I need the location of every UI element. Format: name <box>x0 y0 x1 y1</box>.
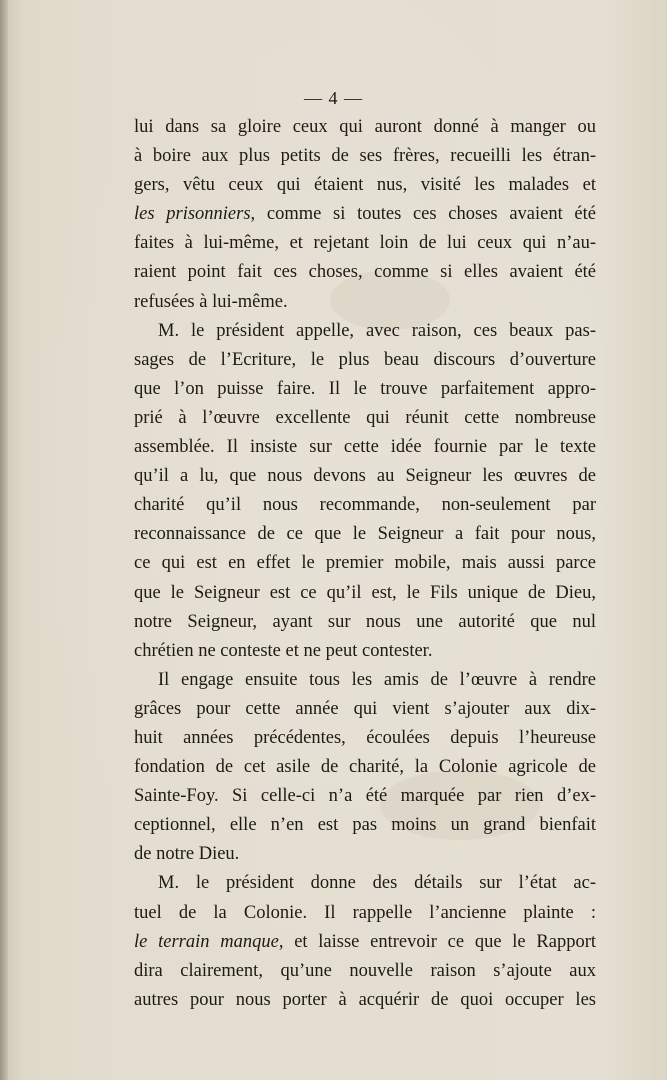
text-segment: reconnaissance de ce que le Seigneur a fait pour nous, <box>134 524 596 545</box>
text-line <box>134 142 596 171</box>
text-segment: Sainte-Foy. Si celle-ci n’a été marquée par rien d’ex- <box>134 786 596 807</box>
text-segment: tuel de la Colonie. Il rappelle l’ancienne plainte : <box>134 902 596 923</box>
text-line <box>134 171 596 200</box>
text-segment: Il engage ensuite tous les amis de l’œuvre à rendre <box>158 669 596 690</box>
text-segment: huit années précédentes, écoulées depuis l’heureuse <box>134 727 596 748</box>
text-line <box>134 200 596 229</box>
text-segment: lui dans sa gloire ceux qui auront donné à manger ou <box>134 117 596 137</box>
text-segment: M. le président appelle, avec raison, ces beaux pas- <box>158 320 596 341</box>
page-gutter-shadow <box>0 0 8 1080</box>
text-segment: faites à lui-même, et rejetant loin de lui ceux qui n’au- <box>134 233 596 254</box>
text-segment: chrétien ne conteste et ne peut contester. <box>134 640 433 661</box>
text-segment: ceptionnel, elle n’en est pas moins un grand bienfait <box>134 815 596 836</box>
text-segment: de notre Dieu. <box>134 844 240 865</box>
text-segment: dira clairement, qu’une nouvelle raison s’ajoute aux <box>134 960 596 981</box>
text-line <box>134 957 596 986</box>
text-line <box>134 229 596 258</box>
text-line <box>134 753 596 782</box>
text-line <box>134 375 596 404</box>
text-line <box>134 462 596 491</box>
body-text <box>134 113 596 1015</box>
page-number: — 4 — <box>304 88 363 108</box>
text-segment: , comme si toutes ces choses avaient été <box>250 204 596 225</box>
text-segment: charité qu’il nous recommande, non-seulement par <box>134 495 596 516</box>
text-line <box>134 258 596 287</box>
text-line <box>134 288 596 317</box>
text-line <box>134 549 596 578</box>
text-line <box>134 608 596 637</box>
text-line <box>134 811 596 840</box>
text-line <box>134 695 596 724</box>
text-line <box>134 928 596 957</box>
text-line <box>134 899 596 928</box>
text-line <box>134 840 596 869</box>
text-segment: assemblée. Il insiste sur cette idée fournie par le texte <box>134 437 596 458</box>
text-segment: qu’il a lu, que nous devons au Seigneur les œuvres de <box>134 466 596 487</box>
text-line <box>134 491 596 520</box>
text-segment: ce qui est en effet le premier mobile, mais aussi parce <box>134 553 596 574</box>
text-line <box>134 433 596 462</box>
text-line <box>134 782 596 811</box>
text-line <box>134 113 596 142</box>
text-line <box>134 869 596 898</box>
text-segment: prié à l’œuvre excellente qui réunit cette nombreuse <box>134 407 596 428</box>
text-segment: notre Seigneur, ayant sur nous une autorité que nul <box>134 611 596 632</box>
text-segment: gers, vêtu ceux qui étaient nus, visité les malades et <box>134 175 596 196</box>
text-segment: , et laisse entrevoir ce que le Rapport <box>278 931 596 952</box>
text-line <box>134 404 596 433</box>
text-line <box>134 520 596 549</box>
text-line <box>134 317 596 346</box>
text-segment: M. le président donne des détails sur l’état ac- <box>158 873 596 894</box>
text-segment: grâces pour cette année qui vient s’ajouter aux dix- <box>134 698 596 719</box>
text-segment: raient point fait ces choses, comme si elles avaient été <box>134 262 596 283</box>
text-segment: que le Seigneur est ce qu’il est, le Fils unique de Dieu, <box>134 582 596 603</box>
text-line <box>134 666 596 695</box>
text-line <box>134 986 596 1015</box>
italic-text: le terrain manque <box>134 931 279 952</box>
text-line <box>134 637 596 666</box>
text-segment: autres pour nous porter à acquérir de quoi occuper les <box>134 989 596 1010</box>
text-segment: à boire aux plus petits de ses frères, recueilli les étran- <box>134 146 596 167</box>
text-segment: fondation de cet asile de charité, la Colonie agricole de <box>134 757 596 778</box>
text-line <box>134 579 596 608</box>
text-segment: sages de l’Ecriture, le plus beau discours d’ouverture <box>134 349 596 370</box>
text-line <box>134 724 596 753</box>
text-segment: refusées à lui-même. <box>134 291 288 312</box>
text-segment: que l’on puisse faire. Il le trouve parfaitement appro- <box>134 378 596 399</box>
text-line <box>134 346 596 375</box>
italic-text: les prisonniers <box>134 204 251 225</box>
